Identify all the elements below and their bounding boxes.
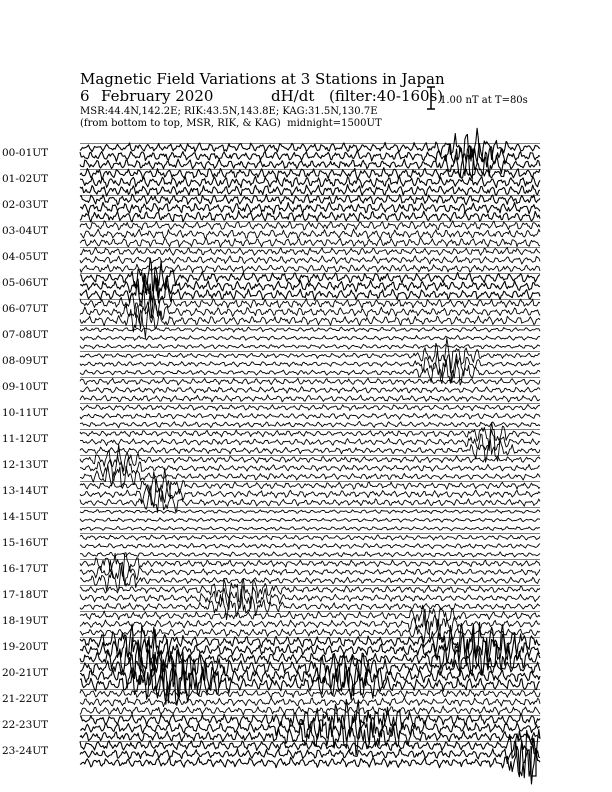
row-label: 07-08UT	[2, 329, 49, 341]
trace-rik	[80, 698, 540, 707]
stations-note: MSR:44.4N,142.2E; RIK:43.5N,143.8E; KAG:31.5N,130.7E	[80, 106, 378, 117]
trace-kag	[80, 535, 540, 540]
trace-msr	[80, 421, 540, 427]
row-label: 13-14UT	[2, 485, 49, 497]
date-day: 6	[80, 87, 90, 105]
row-label: 14-15UT	[2, 511, 49, 523]
trace-msr	[80, 706, 540, 715]
filter-label: (filter:40-160s)	[329, 87, 444, 105]
trace-msr	[80, 309, 540, 338]
trace-kag	[80, 327, 540, 332]
trace-rik	[80, 202, 540, 214]
date-month-year: February 2020	[101, 87, 214, 105]
trace-kag	[80, 247, 540, 255]
scale-label: 1.00 nT at T=80s	[440, 95, 528, 106]
trace-rik	[80, 229, 540, 239]
row-label: 01-02UT	[2, 173, 49, 185]
trace-msr	[80, 238, 540, 248]
trace-rik	[80, 387, 540, 394]
row-label: 05-06UT	[2, 277, 49, 289]
midnight-note: midnight=1500UT	[287, 118, 382, 129]
trace-kag	[80, 258, 540, 294]
trace-kag	[80, 221, 540, 230]
trace-msr	[80, 211, 540, 222]
row-label: 11-12UT	[2, 433, 49, 445]
row-label: 16-17UT	[2, 563, 49, 575]
row-label: 23-24UT	[2, 745, 49, 757]
order-note-text: (from bottom to top, MSR, RIK, & KAG)	[80, 118, 281, 129]
chart-title: Magnetic Field Variations at 3 Stations in Japan	[80, 70, 445, 88]
trace-rik	[80, 609, 540, 636]
trace-rik	[80, 543, 540, 549]
row-label: 17-18UT	[2, 589, 49, 601]
row-label: 09-10UT	[2, 381, 49, 393]
trace-rik	[80, 413, 540, 419]
row-label: 04-05UT	[2, 251, 49, 263]
trace-rik	[80, 352, 540, 383]
row-label: 20-21UT	[2, 667, 49, 679]
trace-msr	[80, 527, 540, 531]
trace-rik	[80, 256, 540, 264]
trace-rik	[80, 176, 540, 187]
row-label: 21-22UT	[2, 693, 49, 705]
row-label: 10-11UT	[2, 407, 49, 419]
row-label: 19-20UT	[2, 641, 49, 653]
trace-kag	[80, 338, 540, 373]
quantity-label: dH/dt	[271, 87, 315, 105]
rows-group	[2, 128, 540, 784]
row-label: 22-23UT	[2, 719, 49, 731]
trace-kag	[80, 378, 540, 385]
trace-msr	[80, 552, 540, 557]
row-label: 18-19UT	[2, 615, 49, 627]
row-label: 08-09UT	[2, 355, 49, 367]
row-label: 03-04UT	[2, 225, 49, 237]
trace-kag	[80, 510, 540, 514]
trace-kag	[80, 194, 540, 205]
row-label: 02-03UT	[2, 199, 49, 211]
row-label: 12-13UT	[2, 459, 49, 471]
row-label: 15-16UT	[2, 537, 49, 549]
row-label: 00-01UT	[2, 147, 49, 159]
trace-rik	[80, 479, 540, 508]
trace-msr	[80, 184, 540, 196]
row-label: 06-07UT	[2, 303, 49, 315]
trace-kag	[80, 405, 540, 411]
trace-rik	[80, 335, 540, 340]
trace-msr	[80, 395, 540, 402]
trace-msr	[80, 344, 540, 349]
trace-rik	[80, 518, 540, 522]
